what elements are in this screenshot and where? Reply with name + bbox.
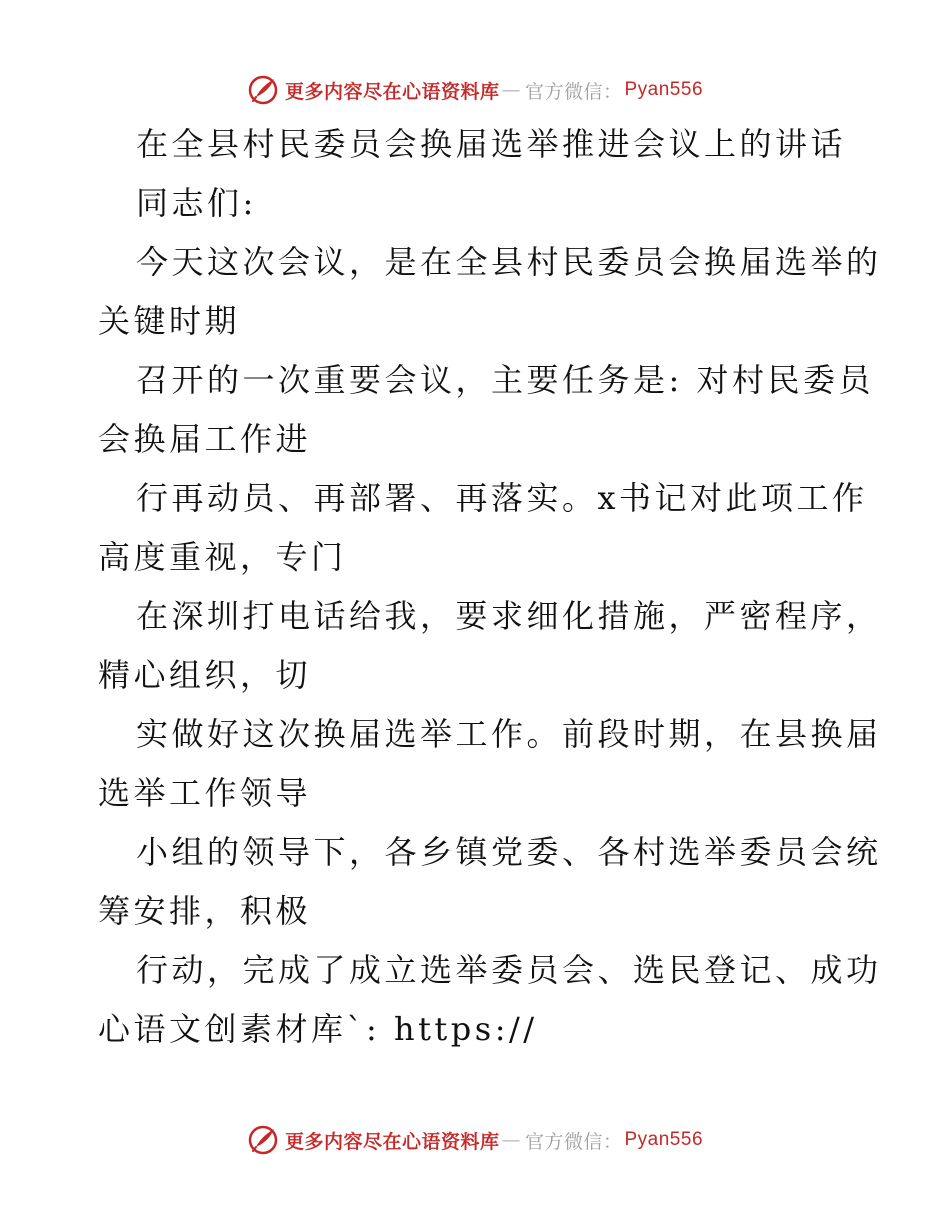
header-wechat-label: 官方微信： bbox=[524, 80, 623, 103]
document-line: 关键时期 bbox=[98, 302, 241, 340]
footer-wechat-label: 官方微信： bbox=[524, 1130, 623, 1153]
header-banner bbox=[0, 70, 950, 110]
document-line: 同志们: bbox=[136, 184, 257, 222]
header-dash: — bbox=[501, 79, 521, 101]
document-body bbox=[98, 115, 882, 1059]
document-line: 行动，完成了成立选举委员会、选民登记、成功 bbox=[136, 951, 882, 989]
document-line: 实做好这次换届选举工作。前段时期，在县换届 bbox=[136, 715, 882, 753]
document-line: 选举工作领导 bbox=[98, 774, 312, 812]
header-banner-text bbox=[285, 77, 703, 104]
document-line: 精心组织，切 bbox=[98, 656, 312, 694]
quill-circle-icon bbox=[247, 1124, 279, 1156]
footer-dash: — bbox=[501, 1129, 521, 1151]
document-line: 高度重视，专门 bbox=[98, 538, 347, 576]
document-line: 筹安排，积极 bbox=[98, 892, 312, 930]
document-line: 心语文创素材库`: https:// bbox=[98, 1010, 538, 1048]
document-line: 召开的一次重要会议，主要任务是: 对村民委员 bbox=[136, 361, 874, 399]
footer-banner-text bbox=[285, 1127, 703, 1154]
document-title: 在全县村民委员会换届选举推进会议上的讲话 bbox=[136, 125, 847, 163]
document-line: 今天这次会议，是在全县村民委员会换届选举的 bbox=[136, 243, 882, 281]
document-line: 小组的领导下，各乡镇党委、各村选举委员会统 bbox=[136, 833, 882, 871]
quill-circle-icon bbox=[247, 74, 279, 106]
header-wechat-id: Pyan556 bbox=[624, 79, 704, 100]
document-line: 在深圳打电话给我，要求细化措施，严密程序， bbox=[136, 597, 882, 635]
document-line: 会换届工作进 bbox=[98, 420, 312, 458]
document-line: 行再动员、再部署、再落实。x书记对此项工作 bbox=[136, 479, 868, 517]
footer-brand-text: 更多内容尽在心语资料库 bbox=[284, 1130, 500, 1153]
header-brand-text: 更多内容尽在心语资料库 bbox=[284, 80, 500, 103]
footer-wechat-id: Pyan556 bbox=[624, 1129, 704, 1150]
footer-banner bbox=[0, 1120, 950, 1160]
